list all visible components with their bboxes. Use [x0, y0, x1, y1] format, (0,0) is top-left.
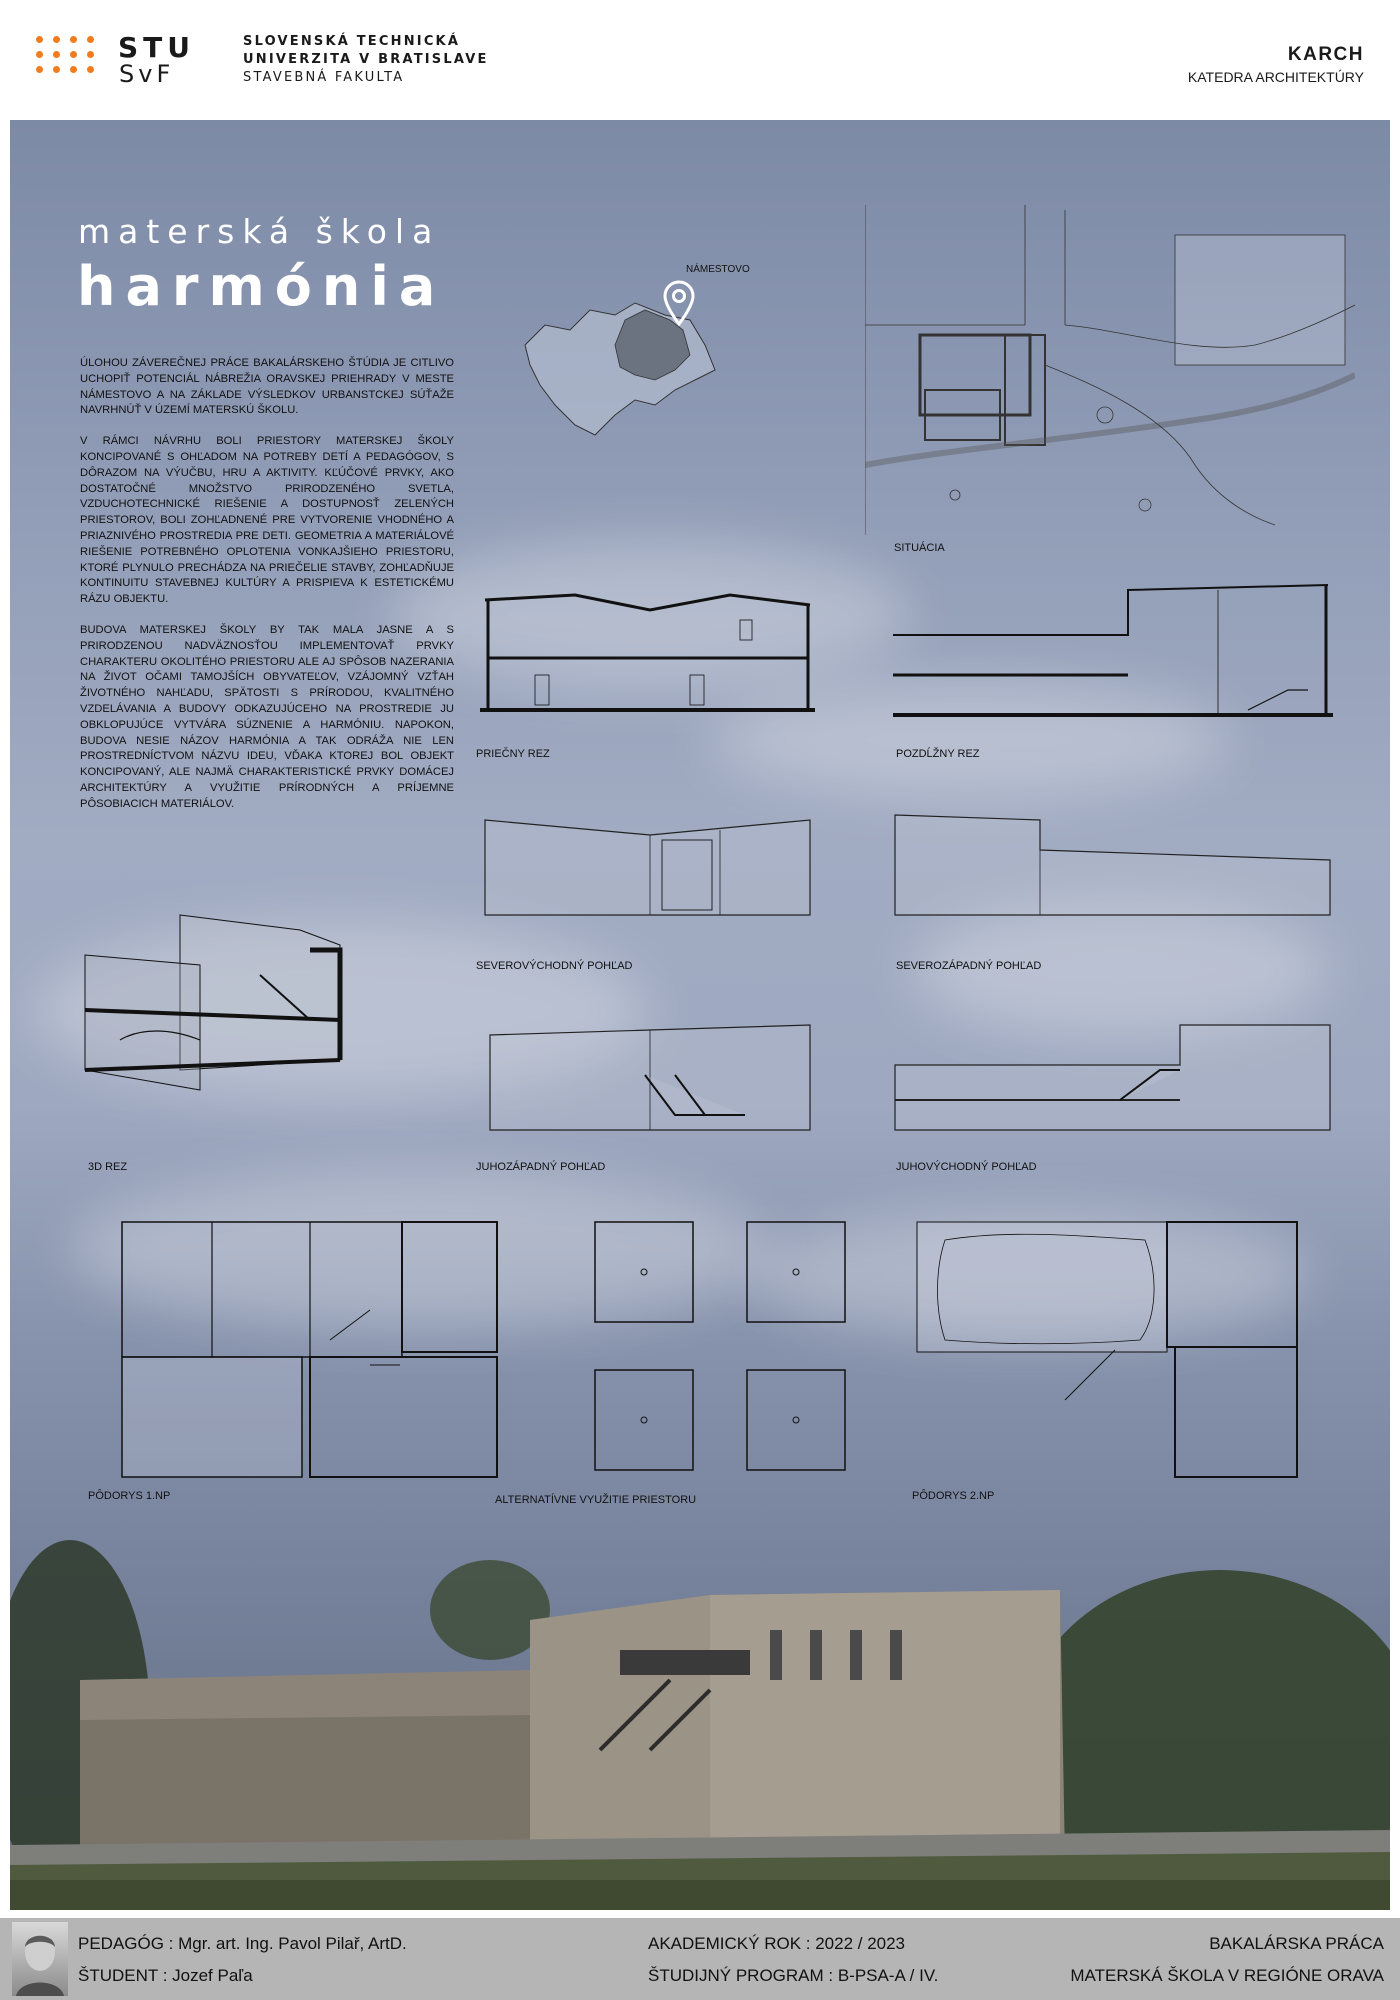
caption-3d-section: 3D REZ: [88, 1161, 128, 1173]
caption-se-view: JUHOVÝCHODNÝ POHĽAD: [896, 1161, 1037, 1173]
department-short: KARCH: [1287, 44, 1364, 65]
caption-situation: SITUÁCIA: [894, 542, 945, 554]
alt-use-plans-drawing: [585, 1220, 860, 1480]
se-elevation-drawing: [890, 1020, 1340, 1135]
student-photo: [12, 1922, 68, 1996]
map-label: NÁMESTOVO: [686, 264, 750, 275]
student: ŠTUDENT : Jozef Paľa: [78, 1966, 253, 1985]
building-render: [10, 1500, 1390, 1910]
floor-plan-2-drawing: [915, 1220, 1305, 1480]
caption-cross-section: PRIEČNY REZ: [476, 748, 550, 760]
header: [0, 0, 1400, 118]
footer: [0, 1918, 1400, 2000]
description-paragraph-3: BUDOVA MATERSKEJ ŠKOLY BY TAK MALA JASNE A S PRIRODZENOU NADVÄZNOSŤOU IMPLEMENTOVAŤ PRVKY CHARAKTERU OKOLITÉHO PRIESTORU ALE AJ SPÔSOB NAZERANIA NA ŽIVOT OČAMI TAMOJŠÍCH OBYVATEĽOV, VZÁJOMNÝ VZŤAH ŽIVOTNÉHO NAHĽADU, SPÄTOSTI S PRÍRODOU, KVALITNÉHO VZDELÁVANIA A BUDOVY ODKAZUJÚCEHO NA PROSTREDIE JU OBKLOPUJÚCE VYTVÁRA SÚZNENIE A HARMÓNIU. NAPOKON, BUDOVA NESIE NÁZOV HARMÓNIA A TAK ODRÁŽA NIE LEN PROSTREDNÍCTVOM NÁZVU IDEU, VĎAKA KTOREJ BOL OBJEKT KONCIPOVANÝ, ALE NAJMÄ CHARAKTERISTICKÉ PRVKY DOMÁCEJ ARCHITEKTÚRY A VYUŽITIE PRÍRODNÝCH A PRÍJEMNE PÔSOBIACICH MATERIÁLOV.: [80, 623, 454, 810]
description-paragraph-1: ÚLOHOU ZÁVEREČNEJ PRÁCE BAKALÁRSKEHO ŠTÚDIA JE CITLIVO UCHOPIŤ POTENCIÁL NÁBREŽIA ORAVSKEJ PRIEHRADY V MESTE NÁMESTOVO A NA ZÁKLADE VÝSLEDKOV URBANSTCKEJ SÚŤAŽE NAVRHNÚŤ V ÚZEMÍ MATERSKÚ ŠKOLU.: [80, 357, 454, 417]
floor-plan-1-drawing: [120, 1220, 500, 1480]
logo-svf: SvF: [119, 60, 175, 88]
work-title: MATERSKÁ ŠKOLA V REGIÓNE ORAVA: [1070, 1966, 1384, 1985]
department-name: KATEDRA ARCHITEKTÚRY: [1187, 69, 1364, 85]
title-top: materská škola: [78, 212, 441, 251]
caption-floor-1: PÔDORYS 1.NP: [88, 1490, 171, 1502]
stu-logo-dots-icon: [36, 36, 106, 86]
project-description: [80, 356, 454, 828]
caption-floor-2: PÔDORYS 2.NP: [912, 1490, 995, 1502]
caption-nw-view: SEVEROZÁPADNÝ POHĽAD: [896, 960, 1042, 972]
pedagog: PEDAGÓG : Mgr. art. Ing. Pavol Pilař, ArtD.: [78, 1934, 407, 1953]
title-main: harmónia: [77, 255, 446, 318]
caption-long-section: POZDĹŽNY REZ: [896, 748, 980, 760]
description-paragraph-2: V RÁMCI NÁVRHU BOLI PRIESTORY MATERSKEJ ŠKOLY KONCIPOVANÉ S OHĽADOM NA POTREBY DETÍ A PEDAGÓGOV, S DÔRAZOM NA VÝUČBU, HRU A AKTIVITY. KĽÚČOVÉ PRVKY, AKO DOSTATOČNÉ MNOŽSTVO PRIRODZENÉHO SVETLA, VZDUCHOTECHNICKÉ RIEŠENIE A DOSTUPNOSŤ ZELENÝCH PRIESTOROV, BOLI ZOHĽADNENÉ PRE VYTVORENIE VHODNÉHO A PRIAZNIVÉHO PROSTREDIA PRE DETI. GEOMETRIA A MATERIÁLOVÉ RIEŠENIE POTREBNÉHO OPLOTENIA VONKAJŠIEHO PRIESTORU, KTORÉ PLYNULO PRECHÁDZA NA PRIEČELIE STAVBY, ZOHĽADŇUJE KONTINUITU STAVEBNEJ KULTÚRY A PRISPIEVA K ESTETICKÉMU RÁZU OBJEKTU.: [80, 435, 454, 606]
faculty-line: STAVEBNÁ FAKULTA: [243, 70, 405, 85]
university-line-2: UNIVERZITA V BRATISLAVE: [243, 52, 489, 67]
work-type: BAKALÁRSKA PRÁCA: [1209, 1934, 1384, 1953]
caption-sw-view: JUHOZÁPADNÝ POHĽAD: [476, 1161, 606, 1173]
long-section-drawing: [888, 580, 1338, 720]
3d-section-drawing: [80, 910, 410, 1100]
study-program: ŠTUDIJNÝ PROGRAM : B-PSA-A / IV.: [648, 1966, 939, 1985]
nw-elevation-drawing: [890, 810, 1340, 920]
cross-section-drawing: [480, 580, 815, 720]
logo-stu: STU: [118, 31, 196, 64]
poster: [10, 120, 1390, 1910]
caption-alt-use: ALTERNATÍVNE VYUŽITIE PRIESTORU: [495, 1494, 697, 1506]
academic-year: AKADEMICKÝ ROK : 2022 / 2023: [648, 1934, 906, 1953]
caption-ne-view: SEVEROVÝCHODNÝ POHĽAD: [476, 960, 633, 972]
ne-elevation-drawing: [480, 810, 815, 920]
region-map: [515, 275, 740, 455]
location-pin-icon: [662, 280, 696, 326]
site-plan-drawing: [865, 205, 1355, 535]
university-line-1: SLOVENSKÁ TECHNICKÁ: [243, 34, 461, 49]
sw-elevation-drawing: [485, 1020, 815, 1135]
